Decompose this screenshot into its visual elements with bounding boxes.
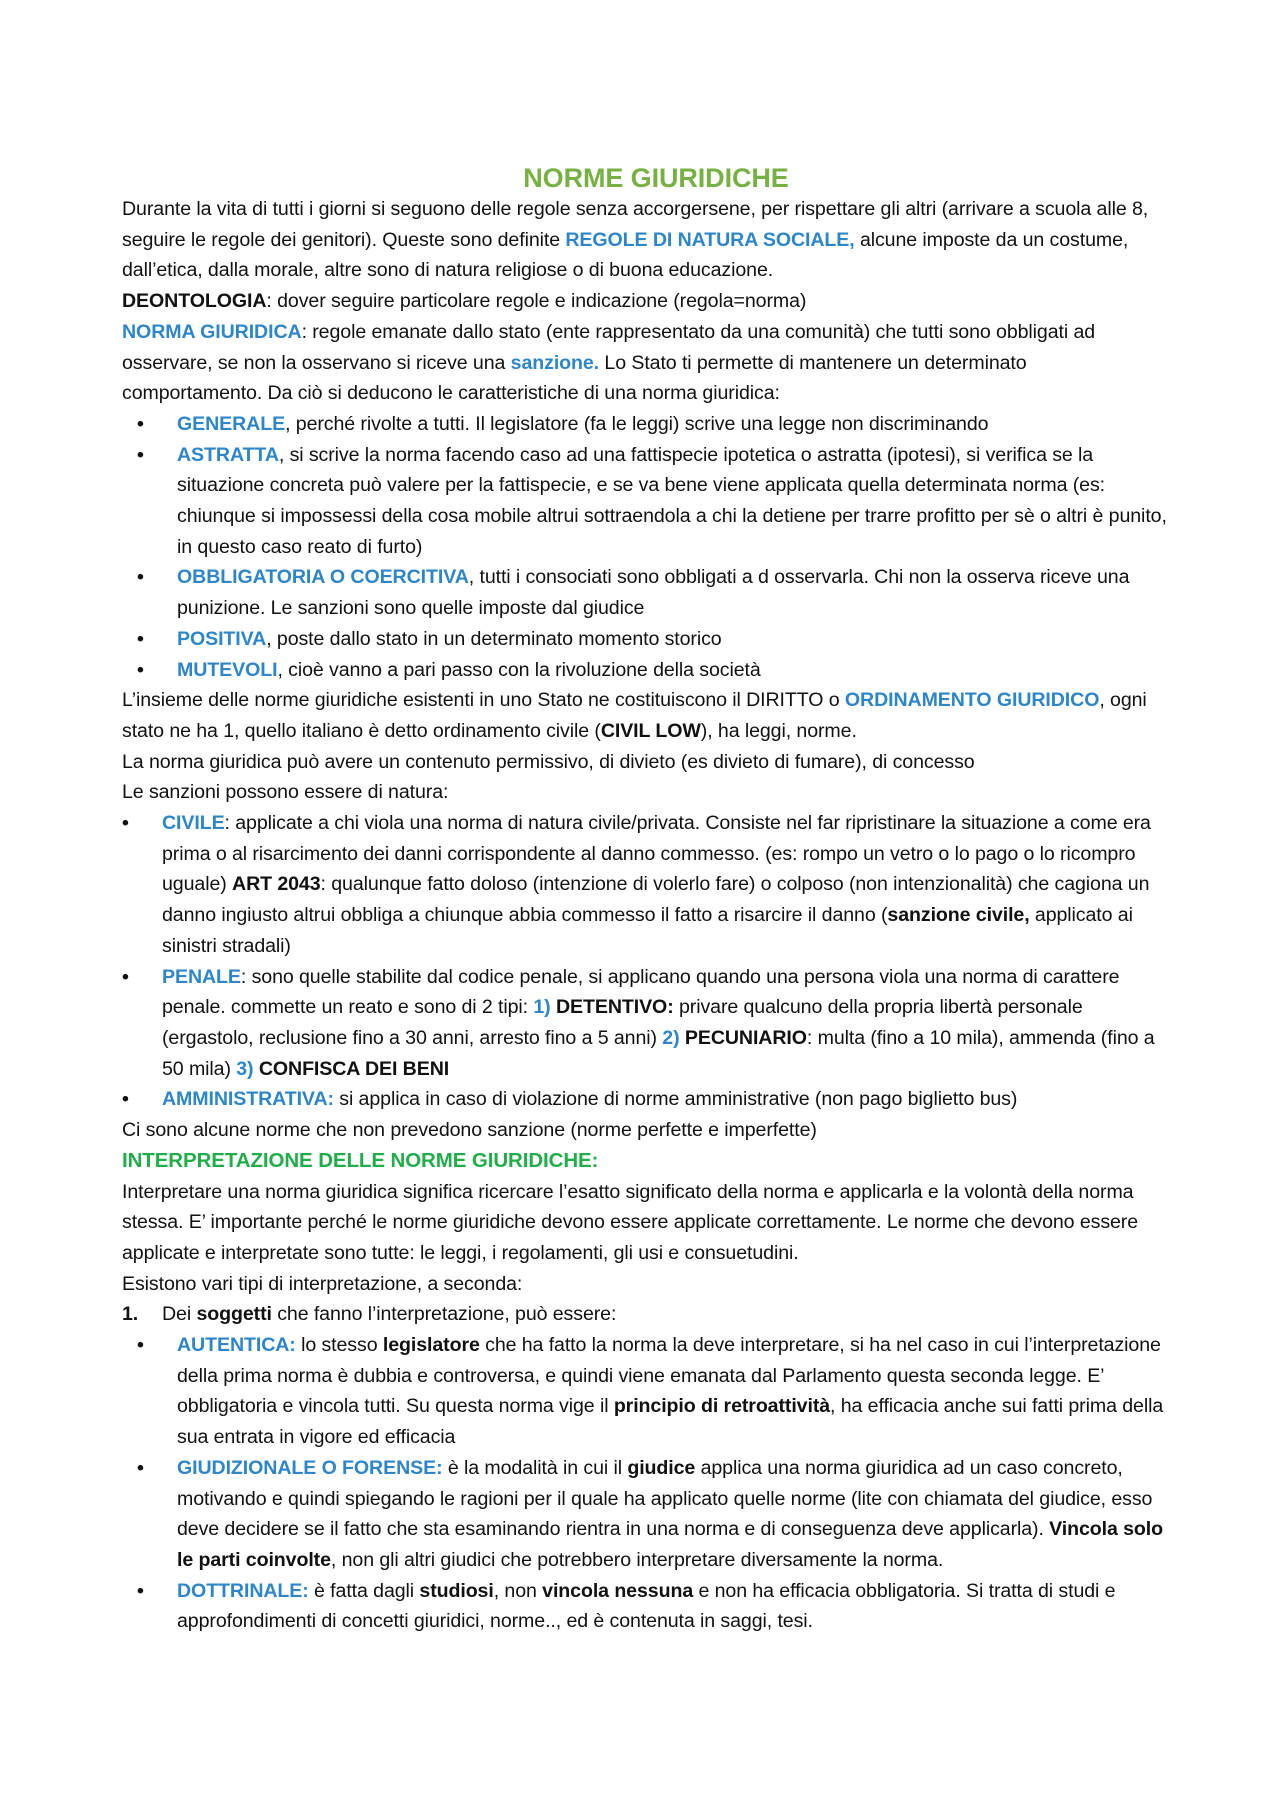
paragraph-tipi: Esistono vari tipi di interpretazione, a seconda: (122, 1272, 523, 1295)
list-item: • ASTRATTA, si scrive la norma facendo caso ad una fattispecie ipotetica o astratta (ipotesi), si verifica se la situazione concreta può valere per la fattispecie, e se va bene viene applicata quella determinata norma (es: chiunque si impossessi della cosa mobile altrui sottraendola a chi la detiene per trarre profitto per sè o altri è punito, in questo caso reato di furto) (122, 440, 1170, 563)
list-item: • GENERALE, perché rivolte a tutti. Il legislatore (fa le leggi) scrive una legge non discriminando (122, 409, 1170, 440)
list-item: • POSITIVA, poste dallo stato in un determinato momento storico (122, 624, 1170, 655)
list-item: • DOTTRINALE: è fatta dagli studiosi, non vincola nessuna e non ha efficacia obbligatoria. Si tratta di studi e approfondimenti di concetti giuridici, norme.., ed è contenuta in saggi, tesi. (122, 1576, 1170, 1637)
list-item: 1. Dei soggetti che fanno l’interpretazione, può essere: (122, 1303, 617, 1326)
paragraph-contenuto: La norma giuridica può avere un contenuto permissivo, di divieto (es divieto di fumare), di concesso (122, 750, 975, 773)
term-norma-giuridica: NORMA GIURIDICA (122, 320, 302, 343)
list-item: • OBBLIGATORIA O COERCITIVA, tutti i consociati sono obbligati a d osservarla. Chi non la osserva riceve una punizione. Le sanzioni sono quelle imposte dal giudice (122, 562, 1170, 623)
term-regole-natura-sociale: REGOLE DI NATURA SOCIALE, (565, 228, 855, 251)
page-title: NORME GIURIDICHE (523, 163, 789, 193)
characteristics-list (122, 409, 1170, 685)
term-sanzione: sanzione. (510, 351, 600, 374)
list-item: • AUTENTICA: lo stesso legislatore che ha fatto la norma la deve interpretare, si ha nel caso in cui l’interpretazione della prima norma è dubbia e controversa, e quindi viene emanata dal Parlamento questa seconda legge. E’ obbligatoria e vincola tutti. Su questa norma vige il principio di retroattività, ha efficacia anche sui fatti prima della sua entrata in vigore ed efficacia (122, 1330, 1170, 1453)
paragraph-interpretare: Interpretare una norma giuridica significa ricercare l’esatto significato della norma e applicarla e la volontà della norma stessa. E’ importante perché le norme giuridiche devono essere applicate correttamente. Le norme che devono essere applicate e interpretate sono tutte: le leggi, i regolamenti, gli usi e consuetudini. (122, 1180, 1139, 1264)
paragraph-norme-perfette: Ci sono alcune norme che non prevedono sanzione (norme perfette e imperfette) (122, 1119, 817, 1142)
section-heading-interpretazione: INTERPRETAZIONE DELLE NORME GIURIDICHE: (122, 1148, 599, 1172)
paragraph-ordinamento: L’insieme delle norme giuridiche esistenti in uno Stato ne costituiscono il DIRITTO o ORDINAMENTO GIURIDICO, ogni stato ne ha 1, quello italiano è detto ordinamento civile (CIVIL LOW), ha leggi, norme. (122, 689, 1147, 742)
paragraph-intro: Durante la vita di tutti i giorni si seguono delle regole senza accorgersene, per rispettare gli altri (arrivare a scuola alle 8, seguire le regole dei genitori). Queste sono definite REGOLE DI NATURA SOCIALE, alcune imposte da un costume, dall’etica, dalla morale, altre sono di natura religiose o di buona educazione. (122, 198, 1149, 282)
numbered-list (122, 1299, 1170, 1330)
paragraph-deontologia: DEONTOLOGIA: dover seguire particolare regole e indicazione (regola=norma) (122, 290, 807, 313)
paragraph-norma-giuridica: NORMA GIURIDICA: regole emanate dallo stato (ente rappresentato da una comunità) che tutti sono obbligati ad osservare, se non la osservano si riceve una sanzione. Lo Stato ti permette di mantenere un determinato comportamento. Da ciò si deducono le caratteristiche di una norma giuridica: (122, 320, 1096, 405)
list-item: • AMMINISTRATIVA: si applica in caso di violazione di norme amministrative (non pago biglietto bus) (122, 1084, 1170, 1115)
paragraph-sanzioni-intro: Le sanzioni possono essere di natura: (122, 781, 449, 804)
interpretation-list (122, 1330, 1170, 1637)
list-item: • MUTEVOLI, cioè vanno a pari passo con la rivoluzione della società (122, 655, 1170, 686)
list-item: • GIUDIZIONALE O FORENSE: è la modalità in cui il giudice applica una norma giuridica ad un caso concreto, motivando e quindi spiegando le ragioni per il quale ha applicato quelle norme (lite con chiamata del giudice, esso deve decidere se il fatto che sta esaminando rientra in una norma e di conseguenza deve applicarla). Vincola solo le parti coinvolte, non gli altri giudici che potrebbero interpretare diversamente la norma. (122, 1453, 1170, 1576)
list-item: • PENALE: sono quelle stabilite dal codice penale, si applicano quando una persona viola una norma di carattere penale. commette un reato e sono di 2 tipi: 1) DETENTIVO: privare qualcuno della propria libertà personale (ergastolo, reclusione fino a 30 anni, arresto fino a 5 anni) 2) PECUNIARIO: multa (fino a 10 mila), ammenda (fino a 50 mila) 3) CONFISCA DEI BENI (122, 962, 1170, 1085)
term-ordinamento-giuridico: ORDINAMENTO GIURIDICO (844, 689, 1100, 712)
list-item: • CIVILE: applicate a chi viola una norma di natura civile/privata. Consiste nel far ripristinare la situazione a come era prima o al risarcimento dei danni corrispondente al danno commesso. (es: rompo un vetro o lo pago o lo ricompro uguale) ART 2043: qualunque fatto doloso (intenzione di volerlo fare) o colposo (non intenzionalità) che cagiona un danno ingiusto altrui obbliga a chiunque abbia commesso il fatto a risarcire il danno (sanzione civile, applicato ai sinistri stradali) (122, 808, 1170, 962)
term-deontologia: DEONTOLOGIA (122, 290, 267, 313)
sanctions-list (122, 808, 1170, 1115)
